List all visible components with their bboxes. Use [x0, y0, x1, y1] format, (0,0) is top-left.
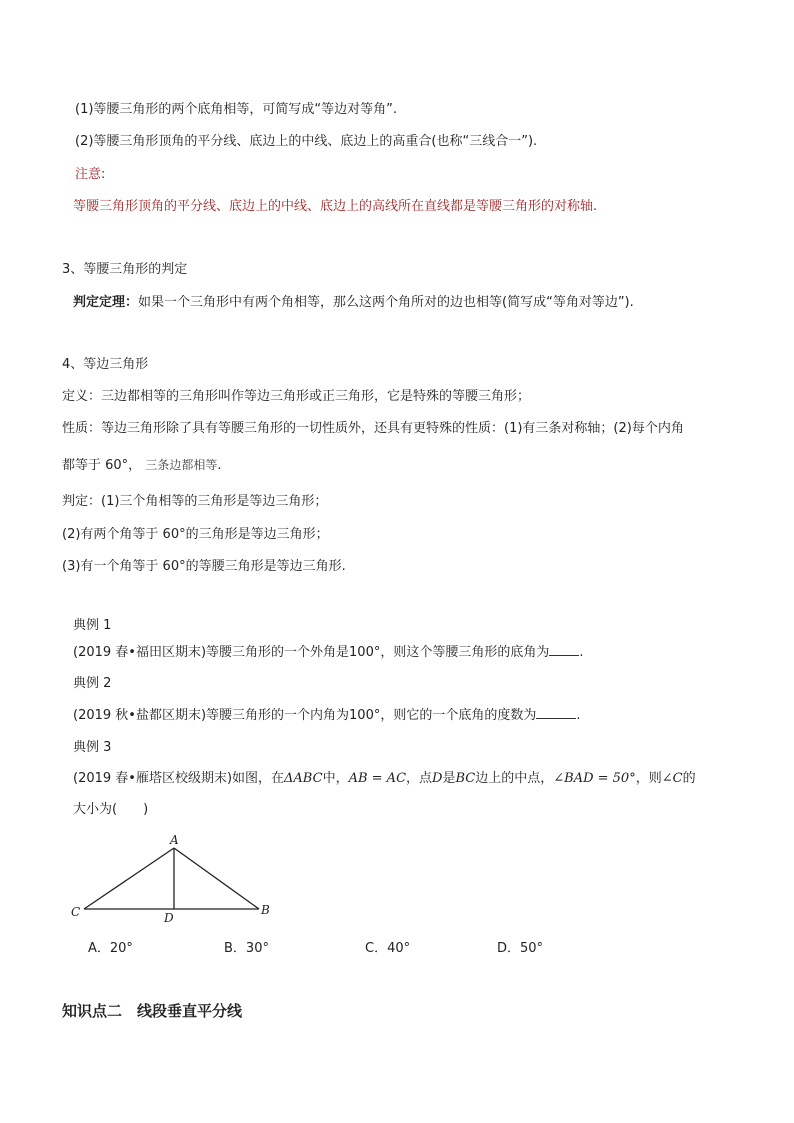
example-2-period: .	[576, 708, 581, 723]
example-2-answer-blank[interactable]	[536, 706, 576, 719]
example-3-angle-bad: ∠BAD = 50°	[553, 771, 636, 786]
example-1-label: 典例 1	[73, 618, 112, 633]
property-item-1: (1)等腰三角形的两个底角相等，可简写成“等边对等角”.	[75, 102, 398, 117]
example-3-text-f: ，则	[635, 771, 662, 786]
example-3-point-d: D	[432, 771, 443, 786]
example-3-question	[73, 770, 696, 788]
example-3-angle-c: ∠C	[661, 771, 683, 786]
property-line-1: 性质：等边三角形除了具有等腰三角形的一切性质外，还具有更特殊的性质：(1)有三条对称轴；(2)每个内角	[62, 421, 684, 436]
choice-c[interactable]: C．40°	[365, 941, 411, 956]
example-3-triangle: ΔABC	[284, 771, 323, 786]
side-ca	[84, 848, 174, 909]
label-d: D	[164, 911, 174, 925]
property-line-2	[62, 456, 221, 475]
label-c: C	[71, 905, 81, 919]
choice-d[interactable]: D．50°	[497, 941, 544, 956]
theorem-line	[73, 294, 634, 312]
property-60-degrees: 都等于 60°，	[62, 458, 142, 473]
section-heading-next: 知识点二 线段垂直平分线	[62, 1002, 243, 1020]
example-3-text-e: 边上的中点，	[475, 771, 554, 786]
example-3-text-b: 中，	[322, 771, 349, 786]
label-b: B	[261, 903, 270, 917]
example-3-question-line-2: 大小为( )	[73, 802, 149, 817]
example-3-text-a: (2019 春•雁塔区校级期末)如图，在	[73, 771, 285, 786]
note-label: 注意:	[75, 167, 106, 182]
triangle-figure	[66, 830, 286, 930]
judgement-3: (3)有一个角等于 60°的等腰三角形是等边三角形.	[62, 559, 346, 574]
judgement-1: 判定：(1)三个角相等的三角形是等边三角形；	[62, 494, 328, 509]
label-a: A	[170, 833, 179, 847]
definition: 定义：三边都相等的三角形叫作等边三角形或正三角形，它是特殊的等腰三角形；	[62, 389, 531, 404]
example-1-question	[73, 643, 583, 662]
example-3-label: 典例 3	[73, 740, 112, 755]
choice-b[interactable]: B．30°	[224, 941, 269, 956]
example-3-text-d: 是	[442, 771, 456, 786]
property-item-2: (2)等腰三角形顶角的平分线、底边上的中线、底边上的高重合(也称“三线合一”).	[75, 134, 538, 149]
theorem-label: 判定定理：	[73, 295, 139, 310]
example-1-text: (2019 春•福田区期末)等腰三角形的一个外角是100°，则这个等腰三角形的底角为	[73, 645, 550, 660]
example-3-text-g: 的	[682, 771, 696, 786]
property-period: .	[217, 458, 222, 473]
section-3-title: 3、等腰三角形的判定	[62, 262, 188, 277]
example-2-label: 典例 2	[73, 676, 112, 691]
side-ab	[174, 848, 259, 909]
example-3-bc: BC	[455, 771, 476, 786]
choice-a[interactable]: A．20°	[88, 941, 133, 956]
property-equal-sides: 三条边都相等	[145, 458, 218, 472]
note-text: 等腰三角形顶角的平分线、底边上的中线、底边上的高线所在直线都是等腰三角形的对称轴.	[73, 199, 598, 214]
section-4-title: 4、等边三角形	[62, 357, 149, 372]
example-1-answer-blank[interactable]	[549, 643, 579, 656]
example-3-text-c: ，点	[406, 771, 433, 786]
theorem-text: 如果一个三角形中有两个角相等，那么这两个角所对的边也相等(简写成“等角对等边”).	[138, 295, 634, 310]
example-2-question	[73, 706, 580, 725]
example-2-text: (2019 秋•盐都区期末)等腰三角形的一个内角为100°，则它的一个底角的度数为	[73, 708, 537, 723]
judgement-2: (2)有两个角等于 60°的三角形是等边三角形；	[62, 527, 329, 542]
example-1-period: .	[579, 645, 584, 660]
example-3-ab-ac: AB = AC	[348, 771, 407, 786]
